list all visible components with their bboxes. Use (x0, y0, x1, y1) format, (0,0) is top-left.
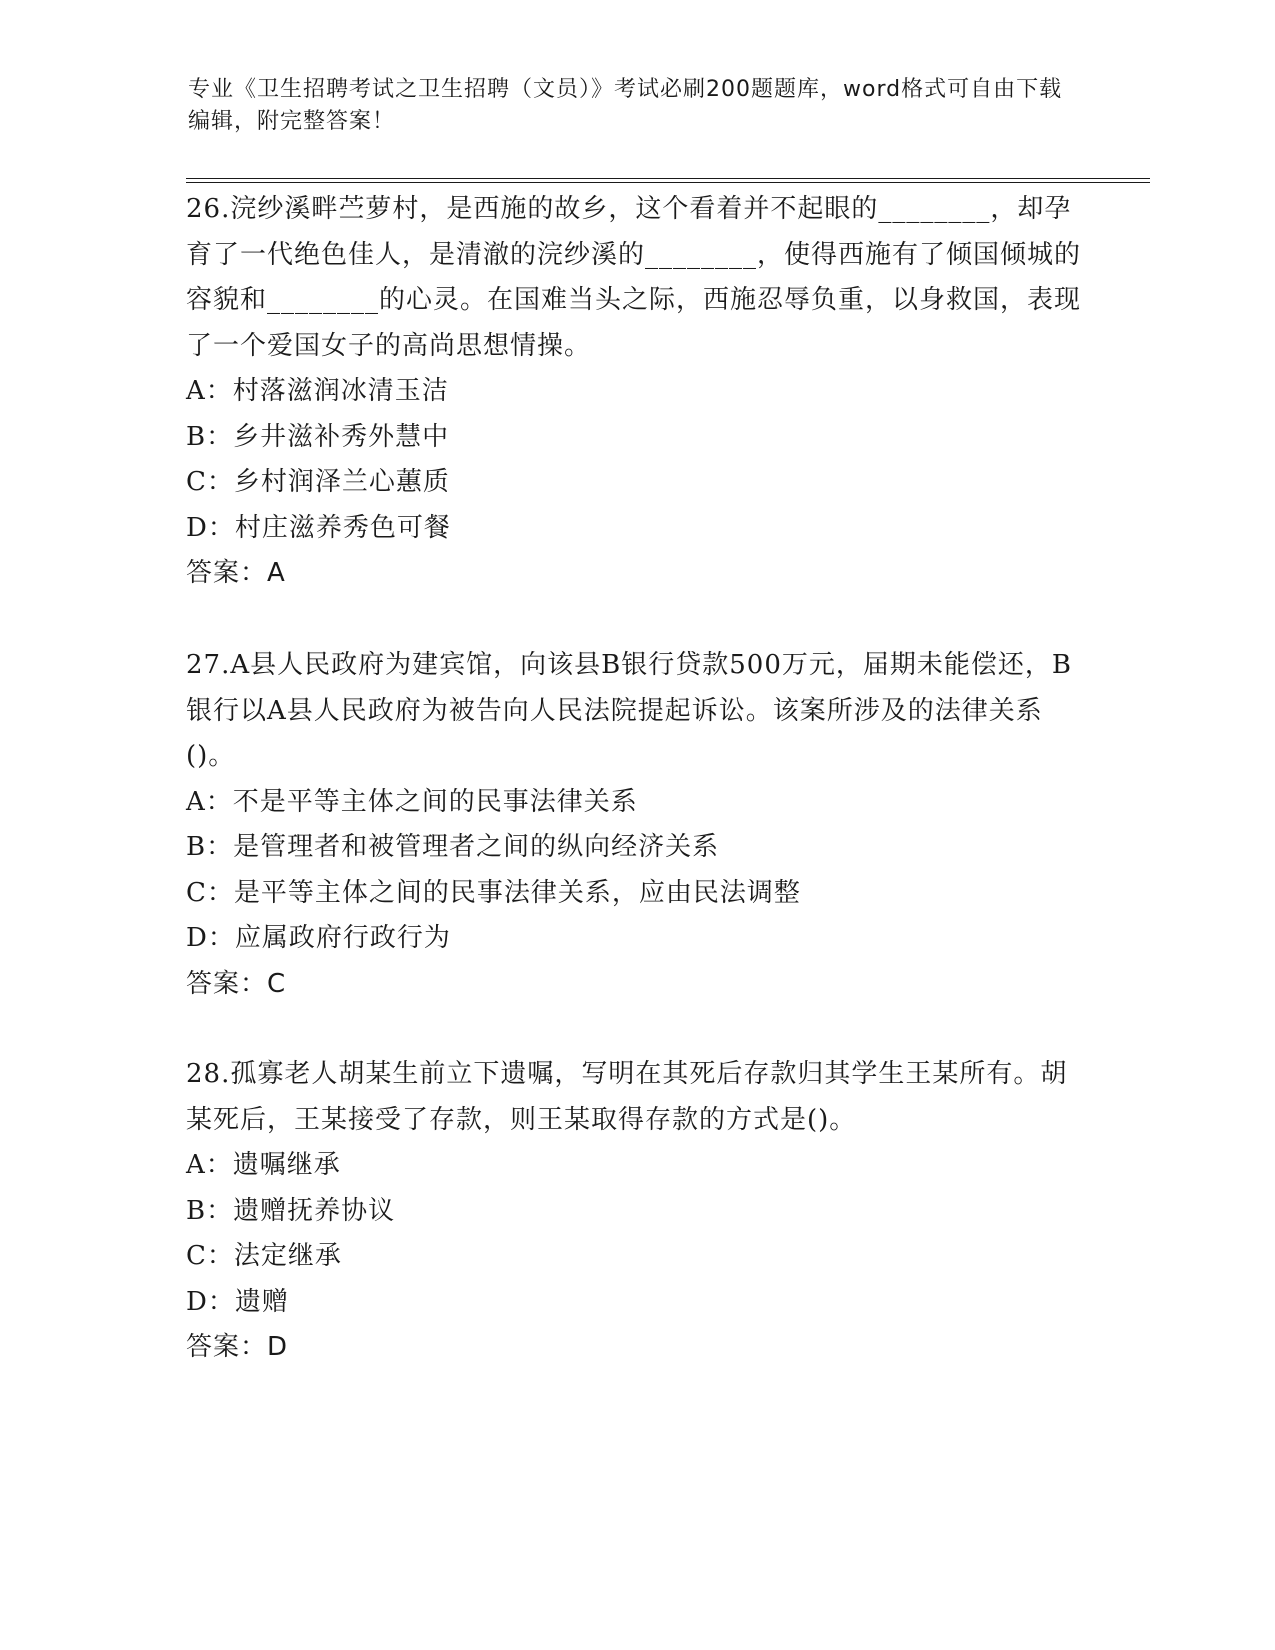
answer-line: 答案：C (186, 968, 287, 999)
answer-line: 答案：A (186, 558, 286, 588)
question-stem: 28.孤寡老人胡某生前立下遗嘱，写明在其死后存款归其学生王某所有。胡某死后，王某接受了存款，则王某取得存款的方式是()。 (186, 1059, 1068, 1135)
option-d: D：应属政府行政行为 (186, 923, 451, 953)
question-stem: 26.浣纱溪畔苎萝村，是西施的故乡，这个看着并不起眼的________，却孕育了一代绝色佳人，是清澈的浣纱溪的________，使得西施有了倾国倾城的容貌和________的心灵。在国难当头之际，西施忍辱负重，以身救国，表现了一个爱国女子的高尚思想情操。 (186, 194, 1082, 361)
question-26 (186, 187, 1086, 597)
option-d: D：遗赠 (186, 1286, 289, 1317)
question-stem: 27.A县人民政府为建宾馆，向该县B银行贷款500万元，届期未能偿还，B银行以A县人民政府为被告向人民法院提起诉讼。该案所涉及的法律关系()。 (186, 650, 1072, 771)
option-c: C：是平等主体之间的民事法律关系，应由民法调整 (186, 877, 801, 908)
option-a: A：遗嘱继承 (186, 1150, 341, 1180)
document-header: 专业《卫生招聘考试之卫生招聘（文员）》考试必刷200题题库，word格式可自由下载编辑，附完整答案！ (188, 77, 1063, 134)
option-c: C：法定继承 (186, 1241, 342, 1271)
option-b: B：遗赠抚养协议 (186, 1195, 396, 1226)
answer-line: 答案：D (186, 1332, 289, 1362)
question-28 (186, 1052, 1086, 1371)
option-c: C：乡村润泽兰心蕙质 (186, 467, 450, 497)
header-divider-top (186, 178, 1150, 179)
option-a: A：村落滋润冰清玉洁 (186, 376, 449, 406)
option-a: A：不是平等主体之间的民事法律关系 (186, 786, 638, 817)
header-divider-bottom (186, 182, 1150, 183)
option-b: B：是管理者和被管理者之间的纵向经济关系 (186, 832, 720, 862)
option-d: D：村庄滋养秀色可餐 (186, 512, 451, 543)
question-27 (186, 643, 1086, 1007)
option-b: B：乡井滋补秀外慧中 (186, 421, 450, 452)
